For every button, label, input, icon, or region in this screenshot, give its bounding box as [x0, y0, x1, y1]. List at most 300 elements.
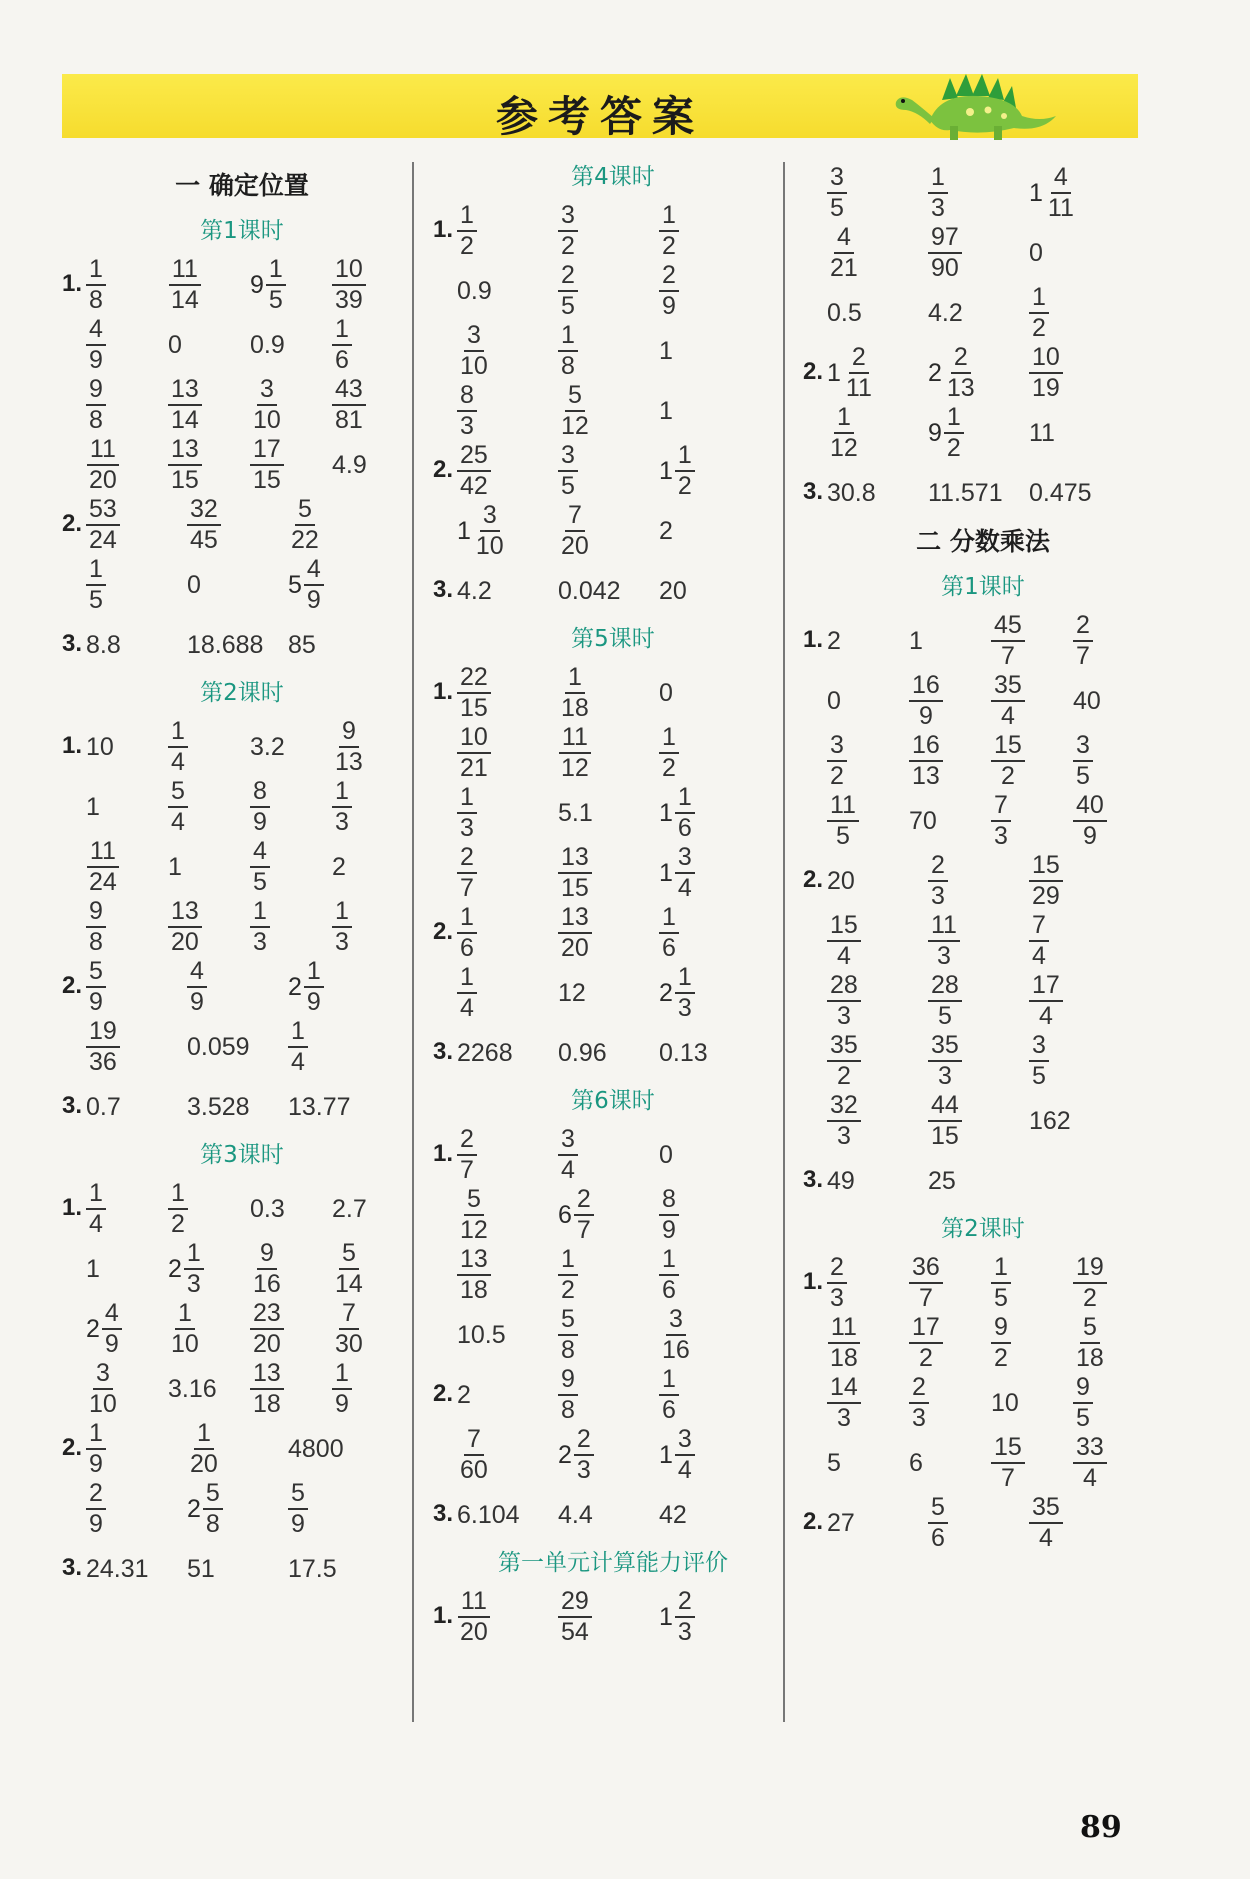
numerator: 1 [457, 963, 477, 994]
fraction [1029, 283, 1049, 343]
fraction [827, 1031, 861, 1091]
fraction [991, 611, 1025, 671]
fraction [558, 201, 578, 261]
numerator: 1 [457, 783, 477, 814]
denominator: 14 [171, 406, 199, 434]
question-number: 3. [803, 478, 824, 505]
denominator: 18 [561, 694, 589, 722]
fraction [659, 201, 679, 261]
mixed-number-whole: 2 [187, 1494, 201, 1523]
fraction [558, 381, 592, 441]
numerator: 13 [168, 435, 202, 466]
question-number: 3. [433, 576, 454, 603]
answer-cell [659, 554, 687, 628]
denominator: 3 [836, 1002, 851, 1030]
fraction [288, 1479, 308, 1539]
lesson-heading: 第一单元计算能力评价 [498, 1550, 728, 1576]
denominator: 42 [460, 472, 488, 500]
answer-cell [928, 1144, 956, 1218]
numerator: 4 [102, 1299, 122, 1330]
denominator: 6 [460, 934, 474, 962]
denominator: 4 [1038, 1002, 1053, 1030]
answer-value: 10 [991, 1388, 1019, 1417]
fraction [332, 777, 352, 837]
question-number: 3. [803, 1166, 824, 1193]
answer-cell [659, 1016, 708, 1090]
denominator: 9 [89, 988, 103, 1016]
numerator: 2 [849, 343, 869, 374]
question-number: 3. [62, 630, 83, 657]
numerator: 3 [558, 201, 578, 232]
denominator: 8 [89, 406, 103, 434]
denominator: 24 [89, 526, 117, 554]
answer-cell [457, 554, 492, 628]
denominator: 36 [89, 1048, 117, 1076]
denominator: 18 [253, 1390, 281, 1418]
fraction [675, 963, 695, 1023]
fraction [909, 1373, 929, 1433]
fraction [1073, 791, 1107, 851]
answer-cell [457, 1016, 513, 1090]
question-number: 1. [433, 216, 454, 243]
answer-value: 2 [332, 852, 346, 881]
question-number: 1. [433, 678, 454, 705]
denominator: 2 [836, 1062, 851, 1090]
mixed-number-whole: 2 [558, 1440, 572, 1469]
answer-row [433, 1016, 793, 1090]
numerator: 9 [339, 717, 359, 748]
numerator: 19 [1073, 1253, 1107, 1284]
numerator: 2 [951, 343, 971, 374]
denominator: 5 [268, 286, 283, 314]
denominator: 3 [931, 194, 945, 222]
answer-value: 0.042 [558, 576, 621, 605]
denominator: 81 [335, 406, 363, 434]
numerator: 7 [565, 501, 585, 532]
denominator: 9 [306, 988, 321, 1016]
denominator: 90 [931, 254, 959, 282]
fraction [86, 375, 106, 435]
numerator: 14 [827, 1373, 861, 1404]
denominator: 6 [662, 1276, 676, 1304]
answer-cell [86, 608, 121, 682]
mixed-number-whole: 1 [457, 516, 471, 545]
fraction [928, 971, 962, 1031]
denominator: 3 [576, 1456, 591, 1484]
denominator: 15 [171, 466, 199, 494]
numerator: 1 [86, 1419, 106, 1450]
fraction [558, 1587, 592, 1647]
answer-cell [928, 1486, 948, 1560]
denominator: 5 [561, 472, 575, 500]
numerator: 7 [991, 791, 1011, 822]
numerator: 9 [86, 897, 106, 928]
denominator: 4 [171, 808, 185, 836]
answer-value: 0.5 [827, 298, 862, 327]
denominator: 2 [662, 232, 676, 260]
answer-value: 3.16 [168, 1374, 217, 1403]
numerator: 1 [457, 903, 477, 934]
numerator: 1 [457, 201, 477, 232]
answer-row [433, 1478, 793, 1552]
denominator: 9 [306, 586, 321, 614]
denominator: 4 [561, 1156, 575, 1184]
denominator: 39 [335, 286, 363, 314]
denominator: 4 [1032, 942, 1046, 970]
denominator: 15 [561, 874, 589, 902]
fraction [304, 957, 324, 1017]
answer-value: 1 [86, 1254, 100, 1283]
denominator: 20 [561, 532, 589, 560]
denominator: 3 [931, 882, 945, 910]
fraction [991, 671, 1025, 731]
fraction [457, 1125, 477, 1185]
question-number: 3. [433, 1500, 454, 1527]
lesson-heading: 第4课时 [571, 164, 655, 190]
denominator: 12 [830, 434, 858, 462]
numerator: 9 [991, 1313, 1011, 1344]
denominator: 4 [1000, 702, 1015, 730]
denominator: 5 [1076, 762, 1090, 790]
denominator: 4 [836, 942, 851, 970]
numerator: 2 [659, 261, 679, 292]
answer-value: 0 [187, 570, 201, 599]
denominator: 19 [1032, 374, 1060, 402]
denominator: 18 [460, 1276, 488, 1304]
answer-value: 0.7 [86, 1092, 121, 1121]
numerator: 35 [928, 1031, 962, 1062]
fraction [288, 1017, 308, 1077]
denominator: 5 [561, 292, 575, 320]
denominator: 29 [1032, 882, 1060, 910]
answer-cell [659, 1580, 695, 1654]
numerator: 5 [86, 957, 106, 988]
fraction [250, 777, 270, 837]
fraction [86, 957, 106, 1017]
denominator: 7 [1000, 1464, 1015, 1492]
denominator: 2 [1000, 762, 1015, 790]
fraction [659, 261, 679, 321]
numerator: 17 [250, 435, 284, 466]
answer-value: 162 [1029, 1106, 1071, 1135]
numerator: 2 [827, 1253, 847, 1284]
numerator: 5 [203, 1479, 223, 1510]
fraction [827, 403, 861, 463]
answer-value: 0.9 [457, 276, 492, 305]
denominator: 4 [171, 748, 185, 776]
fraction [558, 1245, 578, 1305]
fraction [1029, 851, 1063, 911]
numerator: 2 [675, 1587, 695, 1618]
denominator: 5 [1076, 1404, 1090, 1432]
answer-value: 0 [1029, 238, 1043, 267]
answer-cell [187, 1070, 250, 1144]
question-number: 1. [433, 1140, 454, 1167]
answer-value: 70 [909, 806, 937, 835]
denominator: 5 [937, 1002, 952, 1030]
answer-cell [288, 1070, 351, 1144]
numerator: 4 [250, 837, 270, 868]
fraction [86, 495, 120, 555]
question-number: 2. [803, 866, 824, 893]
numerator: 1 [86, 1179, 106, 1210]
numerator: 25 [457, 441, 491, 472]
answer-value: 4.4 [558, 1500, 593, 1529]
fraction [843, 343, 875, 403]
lesson-heading: 第1课时 [200, 218, 284, 244]
answer-cell [659, 1478, 687, 1552]
answer-value: 1 [659, 336, 673, 365]
fraction [457, 1245, 491, 1305]
answer-value: 8.8 [86, 630, 121, 659]
fraction [266, 255, 286, 315]
numerator: 7 [339, 1299, 359, 1330]
answer-value: 2 [659, 516, 673, 545]
fraction [332, 897, 352, 957]
fraction [250, 1299, 284, 1359]
denominator: 6 [662, 934, 676, 962]
numerator: 5 [558, 1305, 578, 1336]
question-number: 1. [62, 270, 83, 297]
answer-value: 10 [86, 732, 114, 761]
denominator: 8 [205, 1510, 220, 1538]
fraction [86, 1419, 106, 1479]
answer-value: 3.2 [250, 732, 285, 761]
denominator: 6 [931, 1524, 945, 1552]
answer-value: 0 [827, 686, 841, 715]
fraction [558, 843, 592, 903]
denominator: 3 [253, 928, 267, 956]
numerator: 1 [168, 717, 188, 748]
mixed-number-whole: 2 [659, 978, 673, 1007]
numerator: 15 [991, 731, 1025, 762]
lesson-heading: 第6课时 [571, 1088, 655, 1114]
fraction [168, 717, 188, 777]
numerator: 36 [909, 1253, 943, 1284]
numerator: 15 [991, 1433, 1025, 1464]
dinosaur-illustration [890, 70, 1060, 142]
numerator: 5 [168, 777, 188, 808]
denominator: 9 [335, 1390, 349, 1418]
question-number: 1. [62, 1194, 83, 1221]
fraction [827, 223, 861, 283]
answer-value: 20 [827, 866, 855, 895]
mixed-number-whole: 9 [250, 270, 264, 299]
mixed-number-whole: 6 [558, 1200, 572, 1229]
answer-value: 0 [659, 1140, 673, 1169]
fraction [558, 903, 592, 963]
fraction [827, 1253, 847, 1313]
numerator: 43 [332, 375, 366, 406]
denominator: 16 [662, 1336, 690, 1364]
fraction [574, 1185, 594, 1245]
numerator: 28 [827, 971, 861, 1002]
denominator: 21 [830, 254, 858, 282]
answer-value: 2 [827, 626, 841, 655]
answer-value: 4800 [288, 1434, 344, 1463]
numerator: 3 [1073, 731, 1093, 762]
numerator: 5 [295, 495, 315, 526]
denominator: 10 [171, 1330, 199, 1358]
numerator: 7 [464, 1425, 484, 1456]
denominator: 3 [937, 1062, 952, 1090]
answer-value: 11.571 [928, 478, 1003, 507]
fraction [457, 441, 491, 501]
fraction [827, 1373, 861, 1433]
denominator: 3 [677, 1618, 692, 1646]
answer-value: 5 [827, 1448, 841, 1477]
denominator: 3 [937, 942, 951, 970]
numerator: 11 [87, 435, 119, 466]
denominator: 3 [836, 1404, 851, 1432]
fraction [675, 1587, 695, 1647]
fraction [332, 315, 352, 375]
question-number: 2. [62, 1434, 83, 1461]
fraction [250, 1239, 284, 1299]
numerator: 3 [558, 1125, 578, 1156]
numerator: 1 [194, 1419, 214, 1450]
answer-row [433, 1580, 793, 1654]
fraction [574, 1425, 594, 1485]
numerator: 2 [558, 261, 578, 292]
numerator: 1 [834, 403, 854, 434]
denominator: 9 [89, 346, 103, 374]
numerator: 5 [1080, 1313, 1100, 1344]
denominator: 12 [561, 412, 589, 440]
fraction [250, 897, 270, 957]
fraction [457, 321, 491, 381]
numerator: 3 [93, 1359, 113, 1390]
numerator: 1 [1029, 283, 1049, 314]
denominator: 3 [677, 994, 692, 1022]
mixed-number-whole: 2 [288, 972, 302, 1001]
denominator: 9 [662, 1216, 676, 1244]
numerator: 2 [928, 851, 948, 882]
denominator: 6 [662, 1396, 676, 1424]
fraction [558, 663, 592, 723]
answer-value: 12 [558, 978, 586, 1007]
denominator: 7 [1000, 642, 1015, 670]
numerator: 4 [86, 315, 106, 346]
numerator: 1 [659, 1365, 679, 1396]
numerator: 13 [558, 903, 592, 934]
denominator: 16 [253, 1270, 281, 1298]
fraction [457, 843, 477, 903]
fraction [675, 843, 695, 903]
fraction [86, 1359, 120, 1419]
answer-cell [457, 1478, 520, 1552]
answer-value: 11 [1029, 418, 1055, 447]
fraction [1073, 611, 1093, 671]
denominator: 12 [561, 754, 589, 782]
mixed-number-whole: 1 [659, 456, 673, 485]
fraction [1029, 911, 1049, 971]
numerator: 11 [827, 791, 859, 822]
fraction [675, 1425, 695, 1485]
mixed-number-whole: 2 [86, 1314, 100, 1343]
denominator: 4 [460, 994, 474, 1022]
fraction [187, 1419, 221, 1479]
answer-value: 1 [168, 852, 182, 881]
answer-cell [288, 608, 316, 682]
mixed-number-whole: 2 [168, 1254, 182, 1283]
fraction [86, 837, 120, 897]
numerator: 1 [332, 1359, 352, 1390]
numerator: 7 [1029, 911, 1049, 942]
fraction [659, 1245, 679, 1305]
numerator: 1 [928, 163, 948, 194]
numerator: 97 [928, 223, 962, 254]
numerator: 5 [565, 381, 585, 412]
denominator: 2 [460, 232, 474, 260]
denominator: 9 [89, 1450, 103, 1478]
fraction [928, 163, 948, 223]
denominator: 3 [912, 1404, 926, 1432]
fraction [457, 381, 477, 441]
numerator: 10 [332, 255, 366, 286]
denominator: 2 [830, 762, 844, 790]
numerator: 1 [250, 897, 270, 928]
numerator: 1 [332, 897, 352, 928]
denominator: 8 [89, 928, 103, 956]
denominator: 15 [460, 694, 488, 722]
denominator: 12 [460, 1216, 488, 1244]
fraction [659, 1185, 679, 1245]
denominator: 7 [460, 874, 474, 902]
denominator: 2 [561, 232, 575, 260]
answer-value: 0.3 [250, 1194, 285, 1223]
numerator: 8 [250, 777, 270, 808]
denominator: 20 [253, 1330, 281, 1358]
question-number: 2. [803, 358, 824, 385]
numerator: 35 [991, 671, 1025, 702]
numerator: 9 [1073, 1373, 1093, 1404]
fraction [168, 1179, 188, 1239]
mixed-number-whole: 9 [928, 418, 942, 447]
fraction [928, 851, 948, 911]
fraction [991, 1253, 1011, 1313]
answer-row [433, 554, 793, 628]
fraction [168, 1299, 202, 1359]
lesson-heading: 第1课时 [941, 574, 1025, 600]
denominator: 30 [335, 1330, 363, 1358]
fraction [102, 1299, 122, 1359]
numerator: 3 [675, 1425, 695, 1456]
fraction [827, 1313, 861, 1373]
numerator: 1 [944, 403, 964, 434]
fraction [558, 261, 578, 321]
denominator: 9 [918, 702, 933, 730]
fraction [457, 201, 477, 261]
answer-value: 4.9 [332, 450, 367, 479]
answer-cell [86, 1070, 121, 1144]
denominator: 54 [561, 1618, 589, 1646]
unit-heading: 二 分数乘法 [916, 527, 1050, 556]
numerator: 4 [1051, 163, 1071, 194]
denominator: 9 [1082, 822, 1097, 850]
denominator: 5 [994, 1284, 1008, 1312]
denominator: 24 [89, 868, 117, 896]
answer-value: 51 [187, 1554, 215, 1583]
denominator: 13 [912, 762, 940, 790]
denominator: 20 [89, 466, 117, 494]
numerator: 19 [86, 1017, 120, 1048]
fraction [168, 435, 202, 495]
denominator: 6 [335, 346, 349, 374]
fraction [827, 971, 861, 1031]
numerator: 22 [457, 663, 491, 694]
fraction [1029, 1493, 1063, 1553]
